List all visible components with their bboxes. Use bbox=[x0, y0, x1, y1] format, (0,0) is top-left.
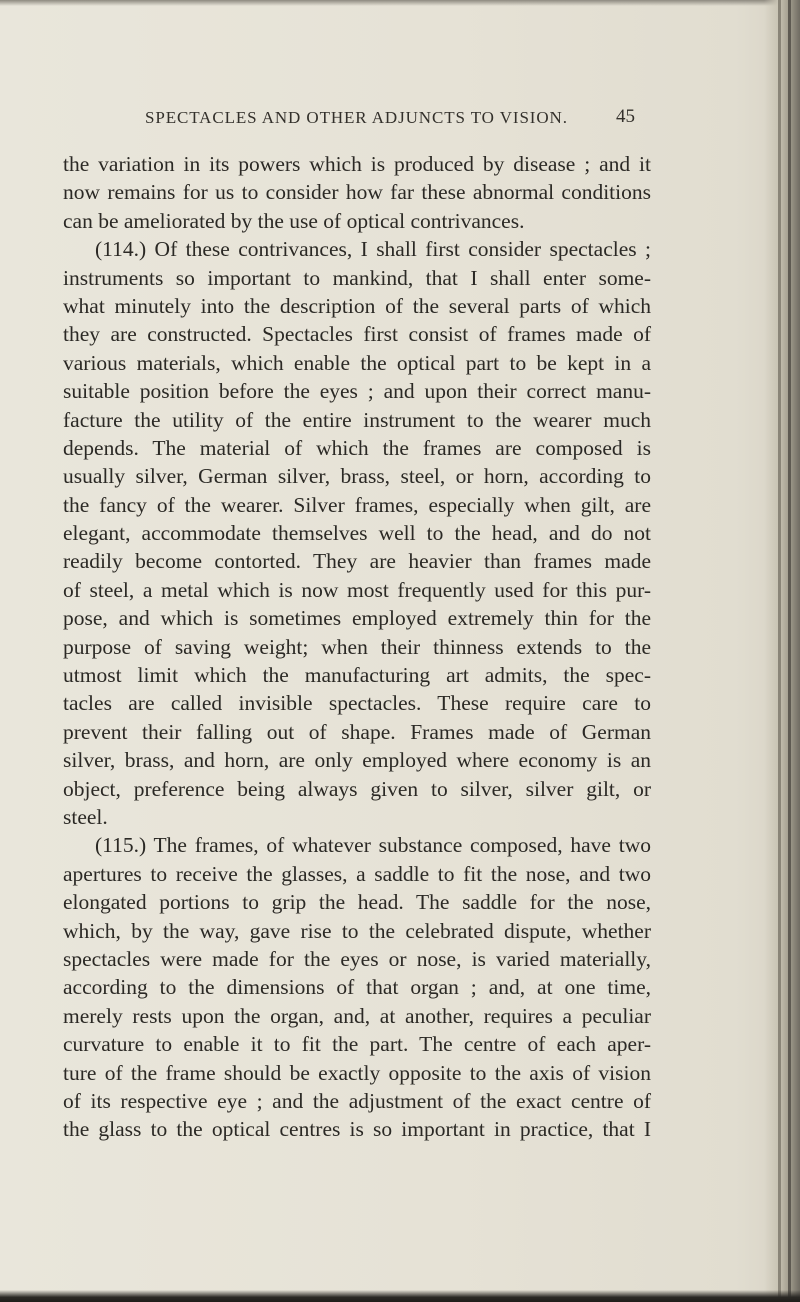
text-line: of steel, a metal which is now most frequently used for this pur- bbox=[63, 577, 651, 602]
text-line: can be ameliorated by the use of optical contrivances. bbox=[63, 208, 525, 233]
text-line: utmost limit which the manufacturing art admits, the spec- bbox=[63, 663, 651, 688]
text-line: steel. bbox=[63, 804, 108, 829]
text-line: depends. The material of which the frames are composed is bbox=[63, 435, 651, 460]
edge-stripe bbox=[788, 0, 791, 1302]
text-line: they are constructed. Spectacles first consist of frames made of bbox=[63, 322, 651, 347]
page-number: 45 bbox=[616, 106, 635, 127]
page-edge-shadow bbox=[764, 0, 800, 1302]
text-line: (115.) The frames, of whatever substance composed, have two bbox=[95, 833, 651, 858]
text-line: apertures to receive the glasses, a saddle to fit the nose, and two bbox=[63, 861, 651, 886]
top-page-shadow bbox=[0, 0, 800, 6]
text-line: (114.) Of these contrivances, I shall first consider spectacles ; bbox=[95, 237, 651, 262]
text-line: usually silver, German silver, brass, steel, or horn, according to bbox=[63, 464, 651, 489]
running-head: SPECTACLES AND OTHER ADJUNCTS TO VISION. bbox=[145, 108, 568, 127]
text-line: what minutely into the description of the several parts of which bbox=[63, 293, 651, 318]
text-line: elongated portions to grip the head. The saddle for the nose, bbox=[63, 890, 651, 915]
edge-stripe bbox=[778, 0, 781, 1302]
text-line: curvature to enable it to fit the part. The centre of each aper- bbox=[63, 1032, 651, 1057]
text-line: prevent their falling out of shape. Frames made of German bbox=[63, 719, 651, 744]
text-line: the glass to the optical centres is so important in practice, that I bbox=[63, 1117, 651, 1142]
text-line: spectacles were made for the eyes or nose, is varied materially, bbox=[63, 946, 651, 971]
text-line: silver, brass, and horn, are only employed where economy is an bbox=[63, 748, 651, 773]
text-line: tacles are called invisible spectacles. These require care to bbox=[63, 691, 651, 716]
body-text bbox=[63, 150, 651, 1144]
text-line: of its respective eye ; and the adjustment of the exact centre of bbox=[63, 1088, 651, 1113]
text-line: readily become contorted. They are heavier than frames made bbox=[63, 549, 651, 574]
text-line: object, preference being always given to silver, silver gilt, or bbox=[63, 776, 651, 801]
text-line: the fancy of the wearer. Silver frames, especially when gilt, are bbox=[63, 492, 651, 517]
text-line: ture of the frame should be exactly opposite to the axis of vision bbox=[63, 1060, 651, 1085]
text-line: according to the dimensions of that organ ; and, at one time, bbox=[63, 975, 651, 1000]
text-line: the variation in its powers which is produced by disease ; and it bbox=[63, 152, 651, 176]
text-line: facture the utility of the entire instrument to the wearer much bbox=[63, 407, 651, 432]
text-line: various materials, which enable the optical part to be kept in a bbox=[63, 350, 651, 375]
text-line: elegant, accommodate themselves well to the head, and do not bbox=[63, 521, 651, 546]
text-line: merely rests upon the organ, and, at another, requires a peculiar bbox=[63, 1003, 651, 1028]
text-line: instruments so important to mankind, that I shall enter some- bbox=[63, 265, 651, 290]
text-line: which, by the way, gave rise to the celebrated dispute, whether bbox=[63, 918, 651, 943]
page-header bbox=[0, 108, 800, 138]
bottom-page-shadow bbox=[0, 1290, 800, 1302]
text-line: now remains for us to consider how far these abnormal conditions bbox=[63, 180, 651, 205]
text-line: purpose of saving weight; when their thinness extends to the bbox=[63, 634, 651, 659]
text-line: suitable position before the eyes ; and upon their correct manu- bbox=[63, 379, 651, 404]
text-line: pose, and which is sometimes employed extremely thin for the bbox=[63, 606, 651, 631]
